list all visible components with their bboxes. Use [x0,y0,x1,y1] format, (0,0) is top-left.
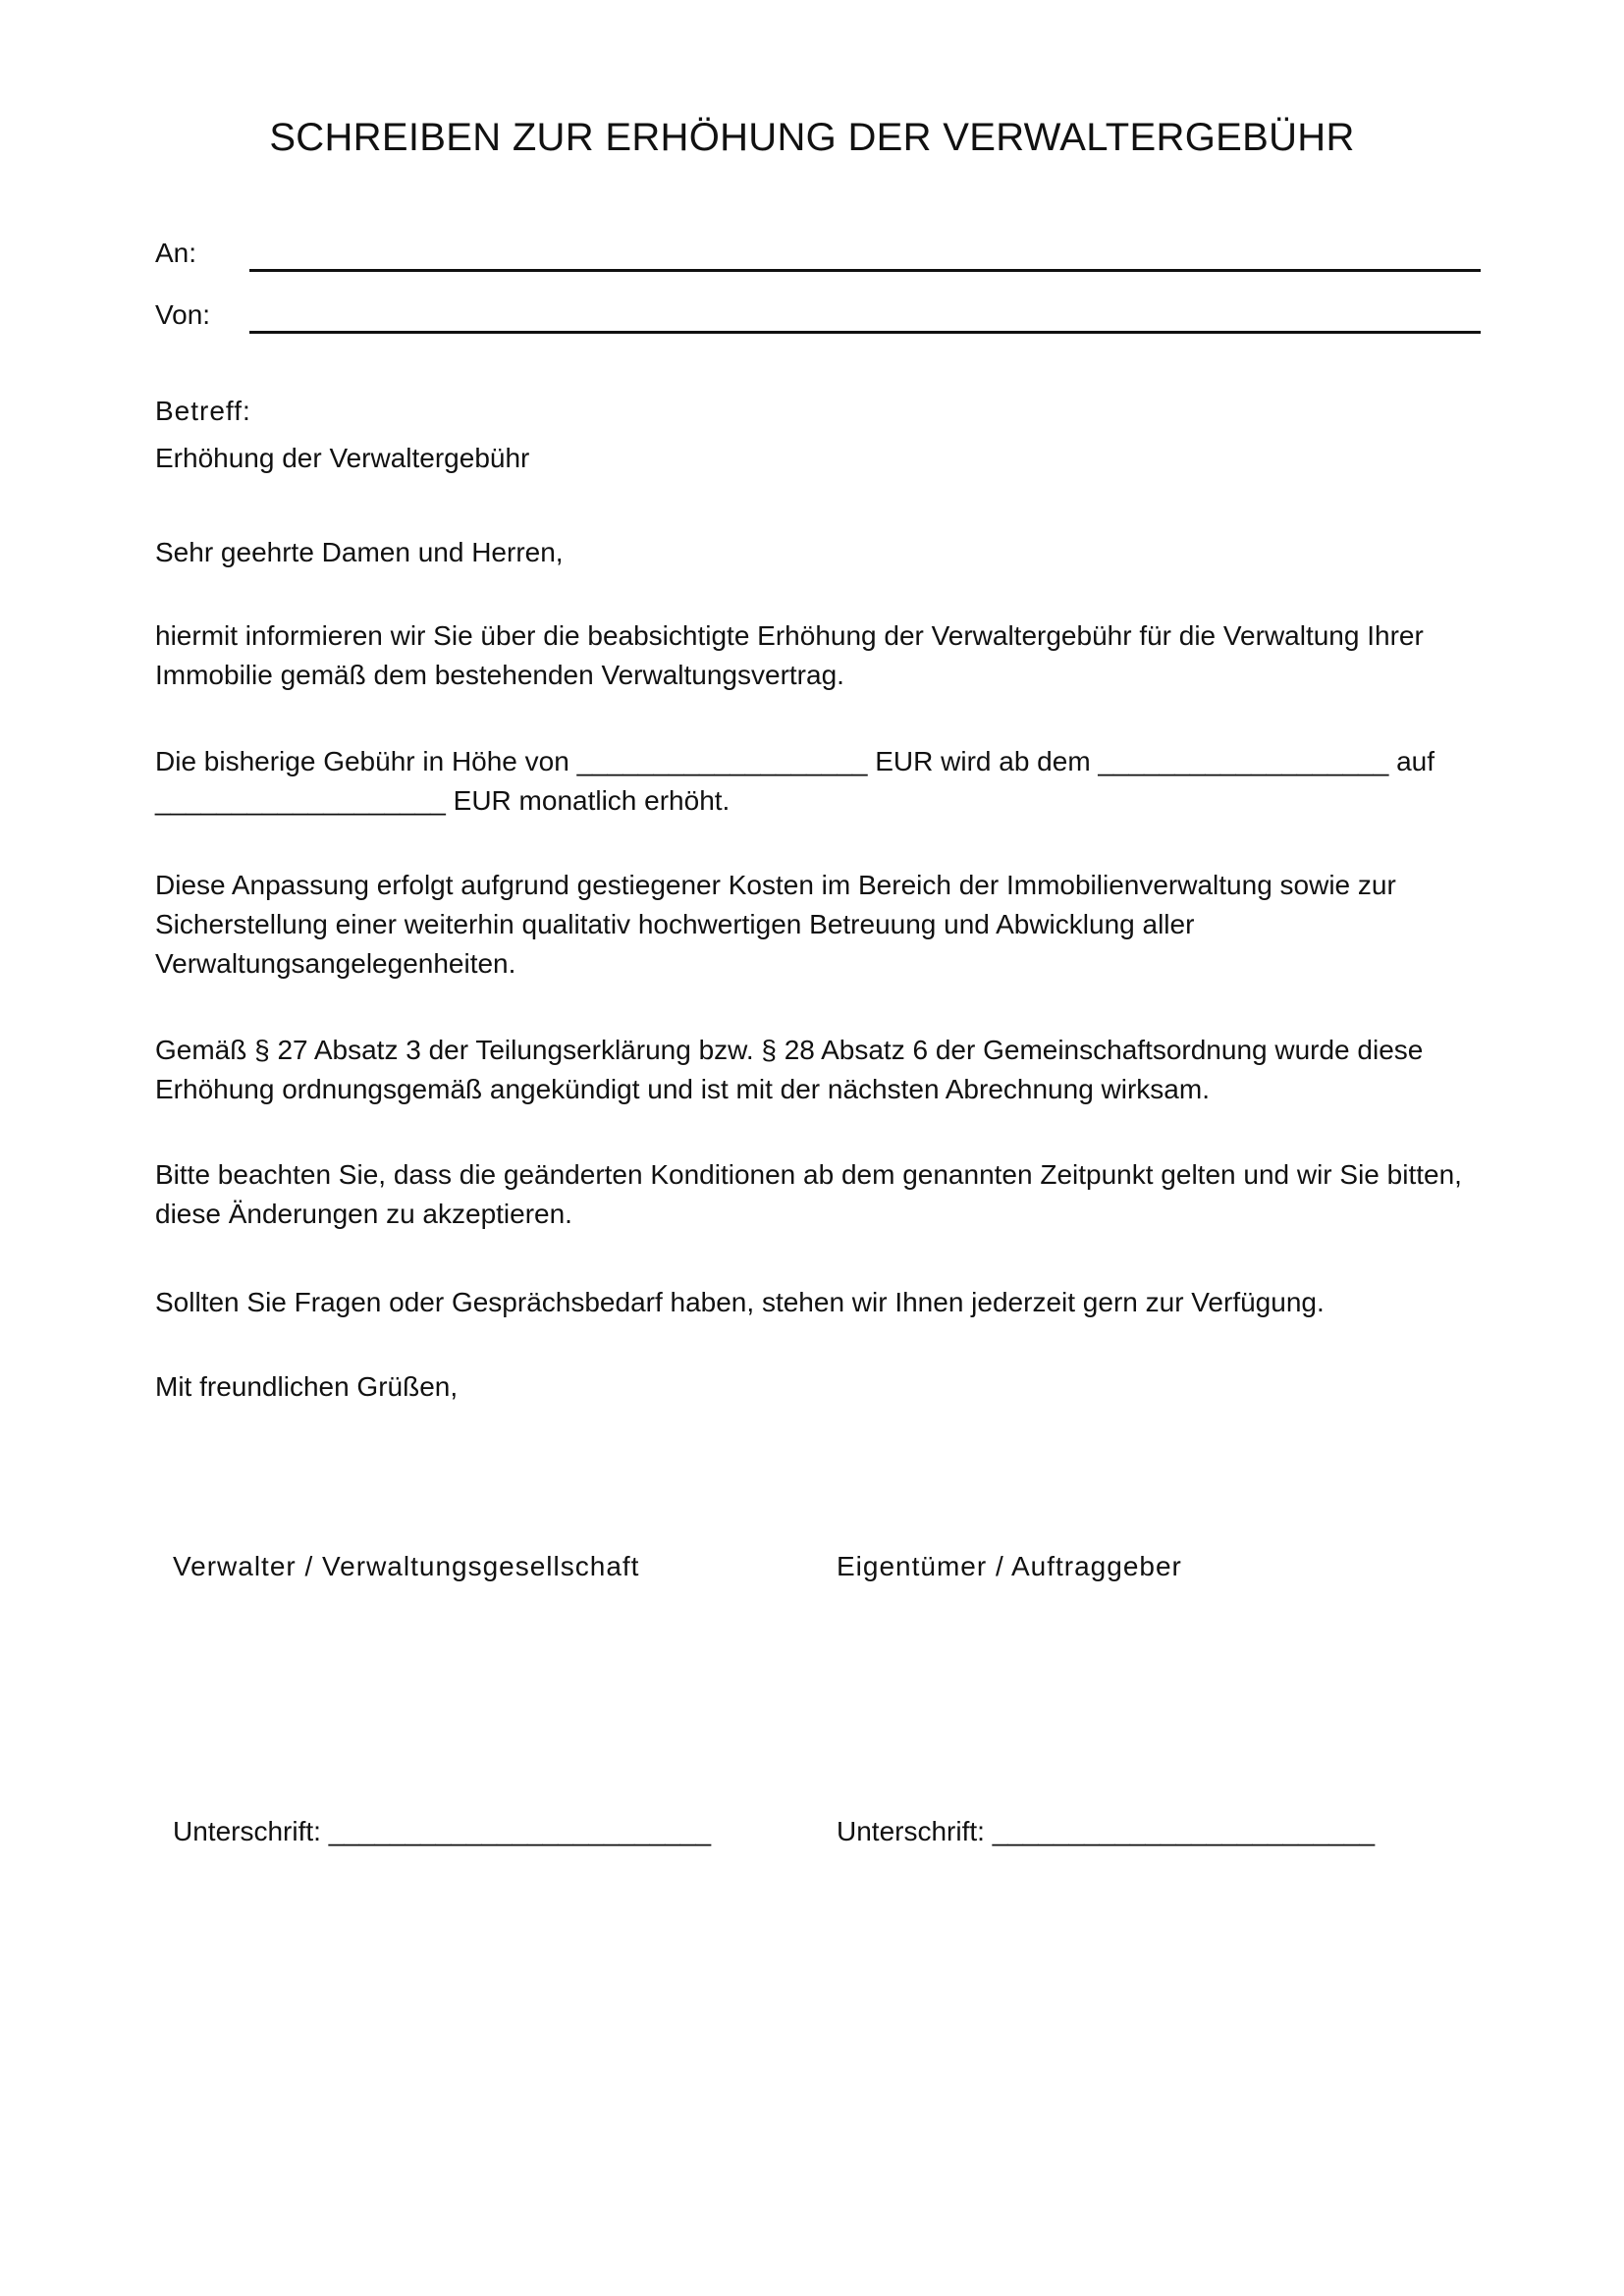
recipient-label: An: [155,238,197,268]
paragraph-reason: Diese Anpassung erfolgt aufgrund gestiegener Kosten im Bereich der Immobilienverwaltung sowie zur Sicherstellung einer weiterhin qualitativ hochwertigen Betreuung und Abwicklung aller Verwaltungsangelegenheiten. [155,870,1396,979]
document-title: SCHREIBEN ZUR ERHÖHUNG DER VERWALTERGEBÜHR [269,116,1355,159]
sender-label: Von: [155,299,211,330]
closing: Mit freundlichen Grüßen, [155,1371,459,1402]
paragraph-fee-line-1: Die bisherige Gebühr in Höhe von ___________________ EUR wird ab dem ___________________ auf [155,746,1435,776]
recipient-line [249,269,1481,272]
paragraph-intro: hiermit informieren wir Sie über die beabsichtigte Erhöhung der Verwaltergebühr für die Verwaltung Ihrer Immobilie gemäß dem bestehenden Verwaltungsvertrag. [155,620,1424,690]
paragraph-legal: Gemäß § 27 Absatz 3 der Teilungserklärung bzw. § 28 Absatz 6 der Gemeinschaftsordnung wurde diese Erhöhung ordnungsgemäß angekündigt und ist mit der nächsten Abrechnung wirksam. [155,1035,1424,1104]
sender-line [249,331,1481,334]
paragraph-fee-line-2: ___________________ EUR monatlich erhöht. [155,785,731,816]
signature-title-manager: Verwalter / Verwaltungsgesellschaft [173,1551,640,1581]
signature-line-owner: Unterschrift: _________________________ [837,1816,1376,1846]
signature-block-manager [173,1551,639,1582]
subject-text: Erhöhung der Verwaltergebühr [155,443,530,473]
salutation: Sehr geehrte Damen und Herren, [155,537,564,567]
signature-line-manager: Unterschrift: _________________________ [173,1816,712,1846]
recipient-field [155,238,1481,277]
paragraph-acceptance: Bitte beachten Sie, dass die geänderten Konditionen ab dem genannten Zeitpunkt gelten und wir Sie bitten, diese Änderungen zu akzeptieren. [155,1159,1462,1229]
paragraph-questions: Sollten Sie Fragen oder Gesprächsbedarf haben, stehen wir Ihnen jederzeit gern zur Verfügung. [155,1287,1325,1317]
signature-block-owner [837,1551,1182,1582]
sender-field [155,299,1481,339]
signature-title-owner: Eigentümer / Auftraggeber [837,1551,1182,1581]
subject-label: Betreff: [155,396,251,426]
